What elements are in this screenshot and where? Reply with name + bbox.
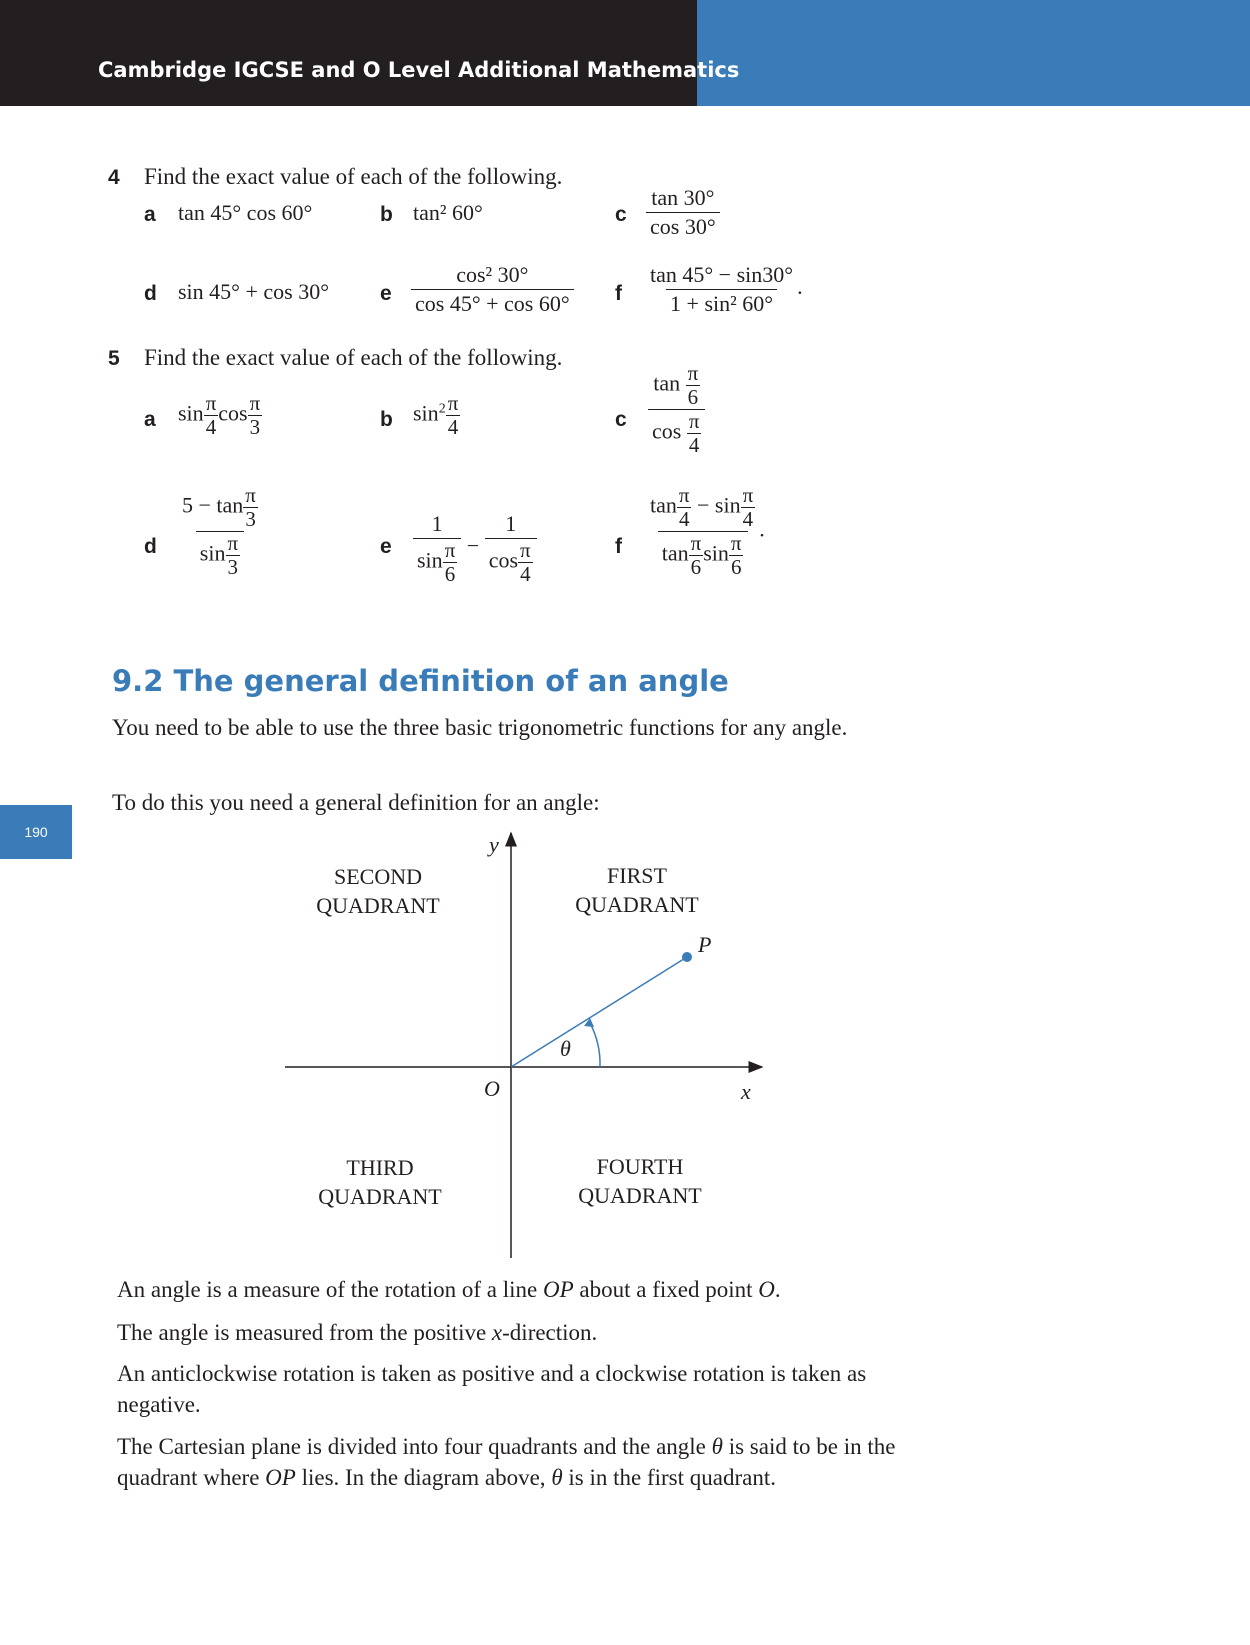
question-5-number: 5	[108, 347, 120, 370]
question-4-text: Find the exact value of each of the following.	[144, 164, 563, 189]
angle-arc	[590, 1023, 600, 1067]
q5-label-e: e	[380, 535, 392, 558]
q4-expr-a: tan 45° cos 60°	[178, 200, 313, 225]
question-5-text: Find the exact value of each of the following.	[144, 345, 563, 370]
fourth-quadrant-line2: QUADRANT	[578, 1183, 702, 1208]
q5-label-c: c	[615, 408, 627, 431]
q4-expr-d: sin 45° + cos 30°	[178, 279, 330, 304]
paragraph-measured-from: The angle is measured from the positive x-direction.	[117, 1320, 598, 1345]
page-number: 190	[0, 805, 72, 859]
origin-label: O	[484, 1076, 500, 1101]
q4f-denominator: 1 + sin² 60°	[666, 289, 777, 318]
paragraph-quadrants: The Cartesian plane is divided into four quadrants and the angle θ is said to be in the quadrant where OP lies. In the diagram above, θ is in the first quadrant.	[117, 1434, 896, 1490]
q5-expr-f: tan $\frac{\pi}{4}$ − sin $\frac{\pi}{4}$ tan $\frac{\pi}{6}$ sin $\frac{\pi}{6}$ .	[650, 483, 765, 580]
q4-label-d: d	[144, 282, 157, 305]
q4-expr-f: $\frac{\tan 45^\circ - \sin 30^\circ}{\text{1 + sin² 60°}}$ .	[646, 261, 803, 317]
question-4-number: 4	[108, 166, 120, 189]
paragraph-rotation-sign: An anticlockwise rotation is taken as positive and a clockwise rotation is taken as negative.	[117, 1361, 867, 1417]
section-intro-1: You need to be able to use the three basic trigonometric functions for any angle.	[112, 715, 848, 740]
section-title: 9.2 The general definition of an angle	[112, 664, 729, 698]
angle-arrow-icon	[584, 1018, 594, 1027]
q5-label-b: b	[380, 408, 393, 431]
first-quadrant-line1: FIRST	[607, 863, 667, 888]
q4f-numerator: tan 45° − sin30°	[650, 262, 794, 287]
q4-label-c: c	[615, 203, 627, 226]
q4-label-e: e	[380, 282, 392, 305]
q5-label-d: d	[144, 535, 157, 558]
q4-label-b: b	[380, 203, 393, 226]
q4c-numerator: tan 30°	[651, 185, 715, 210]
second-quadrant-line1: SECOND	[333, 864, 423, 889]
first-quadrant-line2: QUADRANT	[575, 892, 699, 917]
q4-label-f: f	[615, 282, 622, 305]
section-intro-2: To do this you need a general definition for an angle:	[112, 790, 600, 815]
q5-expr-d: 5 − tan $\frac{\pi}{3}$ sin $\frac{\pi}{3}$	[182, 483, 256, 580]
fourth-quadrant-line1: FOURTH	[596, 1154, 684, 1179]
q5-expr-a: sin $\frac{\pi}{4}$ cos $\frac{\pi}{3}$	[178, 391, 261, 440]
q5-label-a: a	[144, 408, 156, 431]
y-axis-label: y	[489, 832, 499, 857]
q5-expr-b: $\sin^2$ $\frac{\pi}{4}$	[413, 391, 459, 440]
q5-expr-c: tan $\frac{\pi}{6}$ cos $\frac{\pi}{4}$	[648, 362, 705, 457]
third-quadrant-line1: THIRD	[346, 1155, 414, 1180]
q4-label-a: a	[144, 203, 156, 226]
q5-label-f: f	[615, 535, 622, 558]
book-title: Cambridge IGCSE and O Level Additional Mathematics	[98, 58, 740, 82]
second-quadrant-line2: QUADRANT	[316, 893, 440, 918]
angle-theta-label: θ	[560, 1036, 571, 1061]
third-quadrant-line2: QUADRANT	[318, 1184, 442, 1209]
q4-expr-b: tan² 60°	[413, 200, 483, 225]
x-axis-label: x	[741, 1079, 751, 1104]
q4c-denominator: cos 30°	[646, 212, 720, 241]
paragraph-angle-definition: An angle is a measure of the rotation of a line OP about a fixed point O.	[117, 1277, 781, 1302]
q5-expr-e: 1 sin $\frac{\pi}{6}$ − 1 cos $\frac{\pi}{4}$	[413, 510, 537, 586]
q4e-denominator: cos 45° + cos 60°	[411, 289, 574, 318]
q4e-numerator: cos² 30°	[456, 262, 529, 287]
point-p-label: P	[698, 932, 712, 957]
point-p	[682, 952, 692, 962]
